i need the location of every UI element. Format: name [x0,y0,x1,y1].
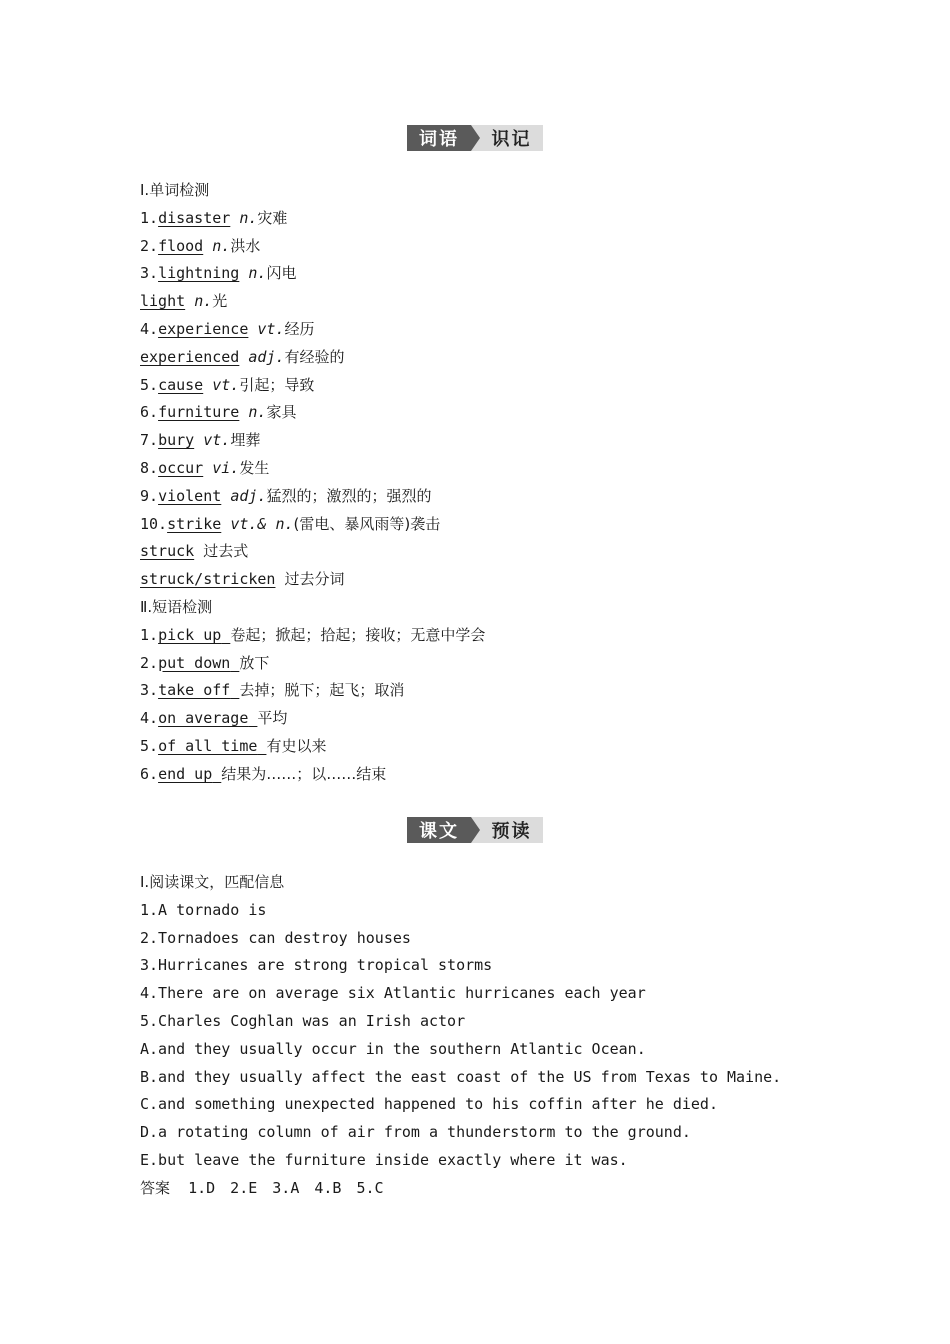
matching-item: D.a rotating column of air from a thunderstorm to the ground. [140,1123,691,1142]
item-number: 6. [140,764,159,783]
matching-item: 4.There are on average six Atlantic hurricanes each year [140,984,646,1003]
banner-right-label: 预读 [480,817,543,843]
phrase-text: of all time [158,736,258,755]
item-number: 7. [140,431,159,450]
item-number: 5. [140,736,159,755]
answer-label: 答案 [140,1178,171,1197]
matching-list [140,897,900,1175]
word-item [140,233,900,261]
phrase-meaning: 结果为……；以……结束 [221,764,387,783]
word-item [140,205,900,233]
vocab-word: experience [158,319,249,338]
word-meaning: 过去式 [203,542,249,561]
part-of-speech: vi. [212,458,240,477]
item-number: 2. [140,236,159,255]
phrase-list [140,622,900,789]
matching-item: 3.Hurricanes are strong tropical storms [140,956,493,975]
answer-values: 1.D 2.E 3.A 4.B 5.C [188,1178,384,1197]
phrase-item [140,650,900,678]
item-number: 4. [140,319,159,338]
item-number: 4. [140,709,159,728]
matching-item: B.and they usually affect the east coast of the US from Texas to Maine. [140,1067,782,1086]
phrase-item [140,733,900,761]
word-item [140,427,900,455]
banner-left-label: 课文 [407,817,471,843]
item-number: 8. [140,458,159,477]
word-meaning: 过去分词 [284,570,345,589]
answer-line [140,1175,900,1203]
word-item [140,483,900,511]
word-meaning: 埋葬 [230,431,261,450]
underline-gap [230,654,239,672]
phrase-text: pick up [158,625,222,644]
word-item [140,538,900,566]
item-number: 6. [140,403,159,422]
phrase-meaning: 去掉；脱下；起飞；取消 [239,681,405,700]
item-number: 9. [140,486,159,505]
vocab-word: struck/stricken [140,570,276,589]
word-meaning: 引起；导致 [239,375,315,394]
phrase-meaning: 放下 [239,653,270,672]
banner-right-label: 识记 [480,125,543,151]
vocabulary-section [140,177,900,789]
underline-gap [230,681,239,699]
word-meaning: 发生 [239,458,270,477]
part-of-speech: adj. [248,347,285,366]
vocab-word: light [140,292,186,311]
vocab-word: violent [158,486,222,505]
section-banner-vocabulary [407,125,543,151]
item-number: 2. [140,653,159,672]
banner-arrow [471,817,480,843]
part2-heading: Ⅱ.短语检测 [140,597,213,616]
word-item [140,566,900,594]
vocab-word: disaster [158,208,231,227]
underline-gap [221,626,230,644]
matching-item: 5.Charles Coghlan was an Irish actor [140,1011,466,1030]
word-item [140,288,900,316]
banner-left-label: 词语 [407,125,471,151]
matching-item: A.and they usually occur in the southern Atlantic Ocean. [140,1039,646,1058]
phrase-meaning: 卷起；掀起；拾起；接收；无意中学会 [230,625,486,644]
item-number: 1. [140,208,159,227]
vocab-word: furniture [158,403,240,422]
part-of-speech: n. [239,208,258,227]
phrase-item [140,622,900,650]
word-meaning: 洪水 [230,236,261,255]
word-item [140,344,900,372]
section-banner-preview [407,817,543,843]
word-meaning: 家具 [266,403,297,422]
part-of-speech: vt. [203,431,231,450]
word-list [140,205,900,594]
matching-item: 2.Tornadoes can destroy houses [140,928,411,947]
banner-arrow [471,125,480,151]
phrase-item [140,677,900,705]
word-item [140,316,900,344]
reading-section [140,869,900,1203]
matching-item: E.but leave the furniture inside exactly where it was. [140,1150,628,1169]
vocab-word: experienced [140,347,240,366]
phrase-item [140,705,900,733]
matching-item: 1.A tornado is [140,900,267,919]
word-meaning: 光 [212,292,228,311]
word-meaning: 灾难 [257,208,288,227]
phrase-meaning: 平均 [257,709,288,728]
vocab-word: bury [158,431,195,450]
part1-heading: Ⅰ.单词检测 [140,181,210,199]
phrase-text: put down [158,653,231,672]
part-of-speech: n. [248,403,267,422]
part-of-speech: vt.& n. [230,514,294,533]
item-number: 10. [140,514,168,533]
word-item [140,399,900,427]
part-of-speech: n. [212,236,231,255]
vocab-word: cause [158,375,204,394]
item-number: 5. [140,375,159,394]
word-item [140,511,900,539]
part-of-speech: n. [194,292,213,311]
phrase-meaning: 有史以来 [266,736,327,755]
phrase-text: end up [158,764,213,783]
part-of-speech: n. [248,264,267,283]
item-number: 3. [140,264,159,283]
word-meaning: 有经验的 [284,347,345,366]
phrase-text: on average [158,709,249,728]
part-of-speech: vt. [257,319,285,338]
underline-gap [212,765,221,783]
word-item [140,260,900,288]
vocab-word: struck [140,542,195,561]
word-meaning: (雷电、暴风雨等)袭击 [293,514,441,533]
phrase-item [140,761,900,789]
word-item [140,455,900,483]
matching-item: C.and something unexpected happened to his coffin after he died. [140,1095,718,1114]
vocab-word: lightning [158,264,240,283]
word-item [140,372,900,400]
word-meaning: 闪电 [266,264,297,283]
phrase-text: take off [158,681,231,700]
item-number: 1. [140,625,159,644]
part-of-speech: adj. [230,486,267,505]
vocab-word: strike [167,514,222,533]
vocab-word: occur [158,458,204,477]
part-of-speech: vt. [212,375,240,394]
item-number: 3. [140,681,159,700]
reading-heading: Ⅰ.阅读课文，匹配信息 [140,873,285,891]
word-meaning: 经历 [284,319,315,338]
vocab-word: flood [158,236,204,255]
word-meaning: 猛烈的；激烈的；强烈的 [266,486,432,505]
